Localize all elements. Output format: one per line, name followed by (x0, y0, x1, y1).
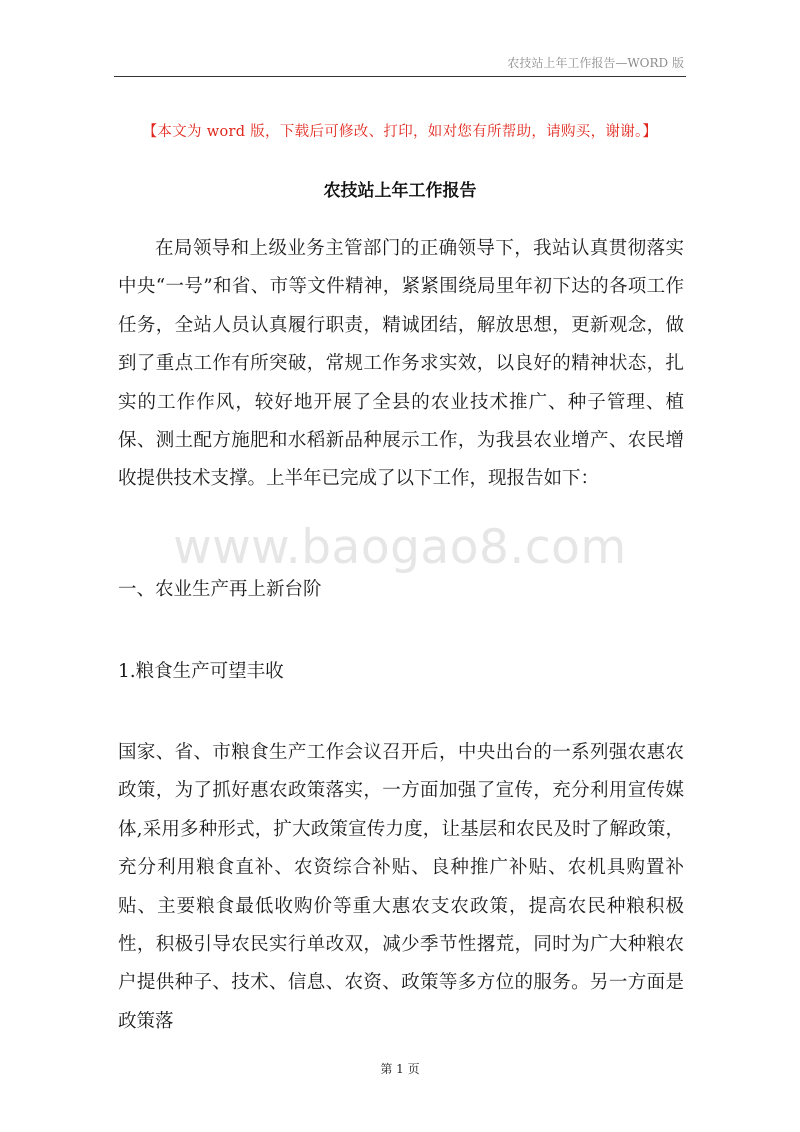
running-header: 农技站上年工作报告—WORD 版 (507, 56, 684, 70)
purchase-notice: 【本文为 word 版，下载后可修改、打印，如对您有所帮助，请购买，谢谢。】 (142, 124, 658, 140)
watermark: www.baogao8.com (173, 520, 627, 575)
section-heading: 一、农业生产再上新台阶 (118, 579, 322, 600)
page-number: 第 1 页 (380, 1062, 420, 1076)
header-divider (114, 76, 686, 77)
intro-paragraph: 在局领导和上级业务主管部门的正确领导下，我站认真贯彻落实中央“一号”和省、市等文件精神，紧紧围绕局里年初下达的各项工作任务，全站人员认真履行职责，精诚团结，解放思想，更新观念，做到了重点工作有所突破，常规工作务求实效，以良好的精神状态，扎实的工作作风，较好地开展了全县的农业技术推广、种子管理、植保、测土配方施肥和水稻新品种展示工作，为我县农业增产、农民增收提供技术支撑。上半年已完成了以下工作，现报告如下： (118, 238, 684, 490)
document-title: 农技站上年工作报告 (323, 181, 477, 201)
subsection-heading: 1.粮食生产可望丰收 (118, 661, 284, 682)
body-paragraph: 国家、省、市粮食生产工作会议召开后，中央出台的一系列强农惠农政策，为了抓好惠农政策落实，一方面加强了宣传，充分利用宣传媒体,采用多种形式，扩大政策宣传力度，让基层和农民及时了解政策，充分利用粮食直补、农资综合补贴、良种推广补贴、农机具购置补贴、主要粮食最低收购价等重大惠农支农政策，提高农民种粮积极性，积极引导农民实行单改双，减少季节性撂荒，同时为广大种粮农户提供种子、技术、信息、农资、政策等多方位的服务。另一方面是政策落 (118, 742, 684, 1032)
